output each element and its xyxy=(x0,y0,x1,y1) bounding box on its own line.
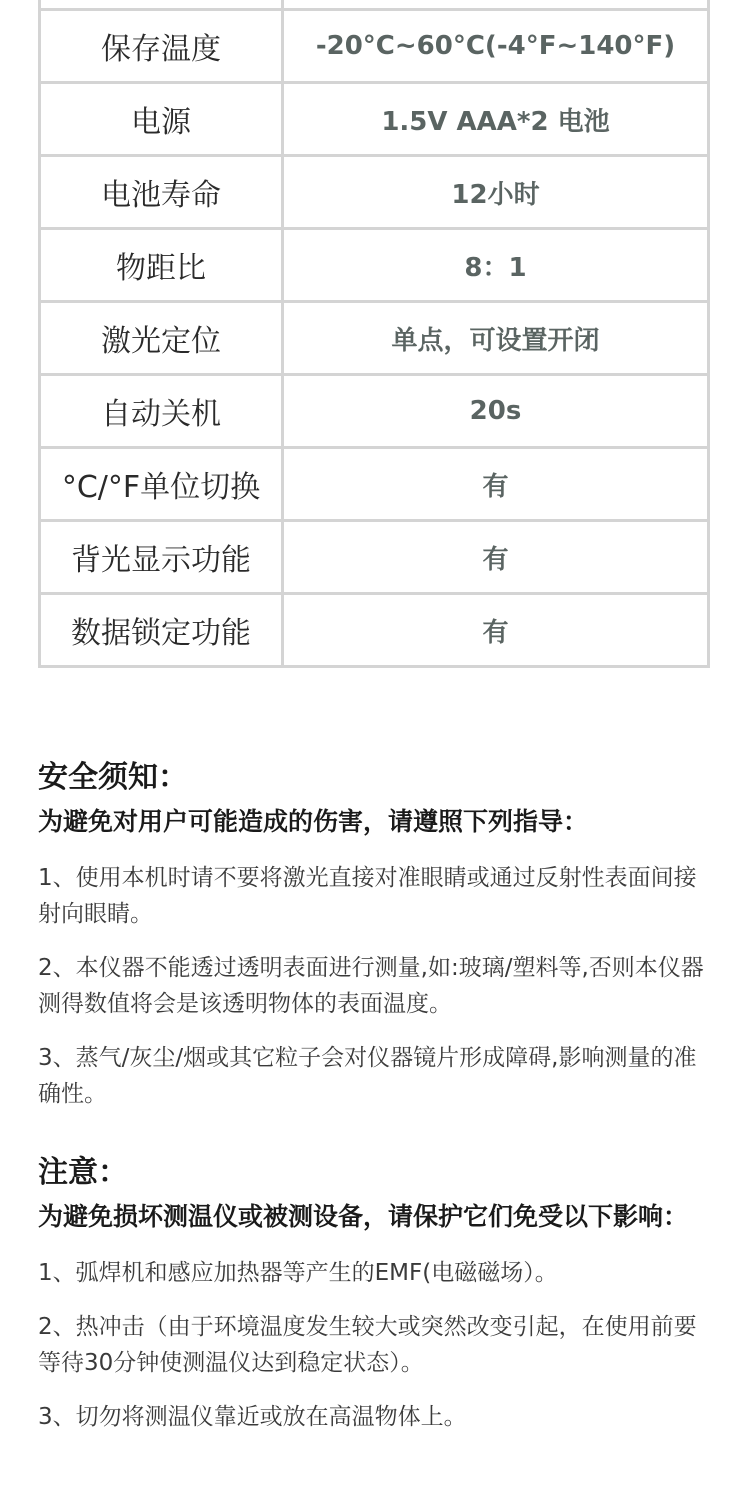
spec-row-unit-switch xyxy=(40,448,709,521)
safety-title: 安全须知： xyxy=(38,760,188,795)
spec-value: 单点，可设置开闭 xyxy=(283,302,709,375)
notice-item: 3、切勿将测温仪靠近或放在高温物体上。 xyxy=(38,1404,467,1430)
notice-subtitle: 为避免损坏测温仪或被测设备，请保护它们免受以下影响： xyxy=(38,1202,689,1231)
spec-value: 有 xyxy=(283,448,709,521)
spec-row-laser xyxy=(40,302,709,375)
spec-row-data-hold xyxy=(40,594,709,667)
spec-label: 电池寿命 xyxy=(40,156,283,229)
notice-section xyxy=(38,1155,718,1435)
safety-item: 3、蒸气/灰尘/烟或其它粒子会对仪器镜片形成障碍,影响测量的准确性。 xyxy=(38,1045,697,1107)
spec-label: 保存温度 xyxy=(40,10,283,83)
spec-value: -20°C~60°C(-4°F~140°F) xyxy=(283,10,709,83)
spec-label: 数据锁定功能 xyxy=(40,594,283,667)
spec-value: 有 xyxy=(283,521,709,594)
spec-label: °C/°F单位切换 xyxy=(40,448,283,521)
spec-label: 电源 xyxy=(40,83,283,156)
spec-label: 物距比 xyxy=(40,229,283,302)
spec-table xyxy=(38,0,710,668)
safety-item: 2、本仪器不能透过透明表面进行测量,如:玻璃/塑料等,否则本仪器测得数值将会是该透明物体的表面温度。 xyxy=(38,955,704,1017)
spec-value: 有 xyxy=(283,594,709,667)
notice-item: 1、弧焊机和感应加热器等产生的EMF(电磁磁场）。 xyxy=(38,1260,558,1286)
notice-item: 2、热冲击（由于环境温度发生较大或突然改变引起，在使用前要等待30分钟使测温仪达到稳定状态）。 xyxy=(38,1314,697,1376)
spec-row-battery-life xyxy=(40,156,709,229)
spec-value: 8：1 xyxy=(283,229,709,302)
spec-value: 1.5V AAA*2 电池 xyxy=(283,83,709,156)
spec-stub-cell xyxy=(283,0,709,10)
spec-value: 12小时 xyxy=(283,156,709,229)
spec-value: 20s xyxy=(283,375,709,448)
spec-label: 激光定位 xyxy=(40,302,283,375)
spec-row-power xyxy=(40,83,709,156)
spec-row-backlight xyxy=(40,521,709,594)
spec-row-distance-ratio xyxy=(40,229,709,302)
spec-table-top-stub xyxy=(40,0,709,10)
spec-label: 背光显示功能 xyxy=(40,521,283,594)
safety-subtitle: 为避免对用户可能造成的伤害，请遵照下列指导： xyxy=(38,807,589,836)
spec-label: 自动关机 xyxy=(40,375,283,448)
spec-row-auto-off xyxy=(40,375,709,448)
safety-item: 1、使用本机时请不要将激光直接对准眼睛或通过反射性表面间接射向眼睛。 xyxy=(38,865,697,927)
safety-section xyxy=(38,760,718,1112)
spec-row-storage-temp xyxy=(40,10,709,83)
spec-stub-cell xyxy=(40,0,283,10)
notice-title: 注意： xyxy=(38,1155,128,1190)
